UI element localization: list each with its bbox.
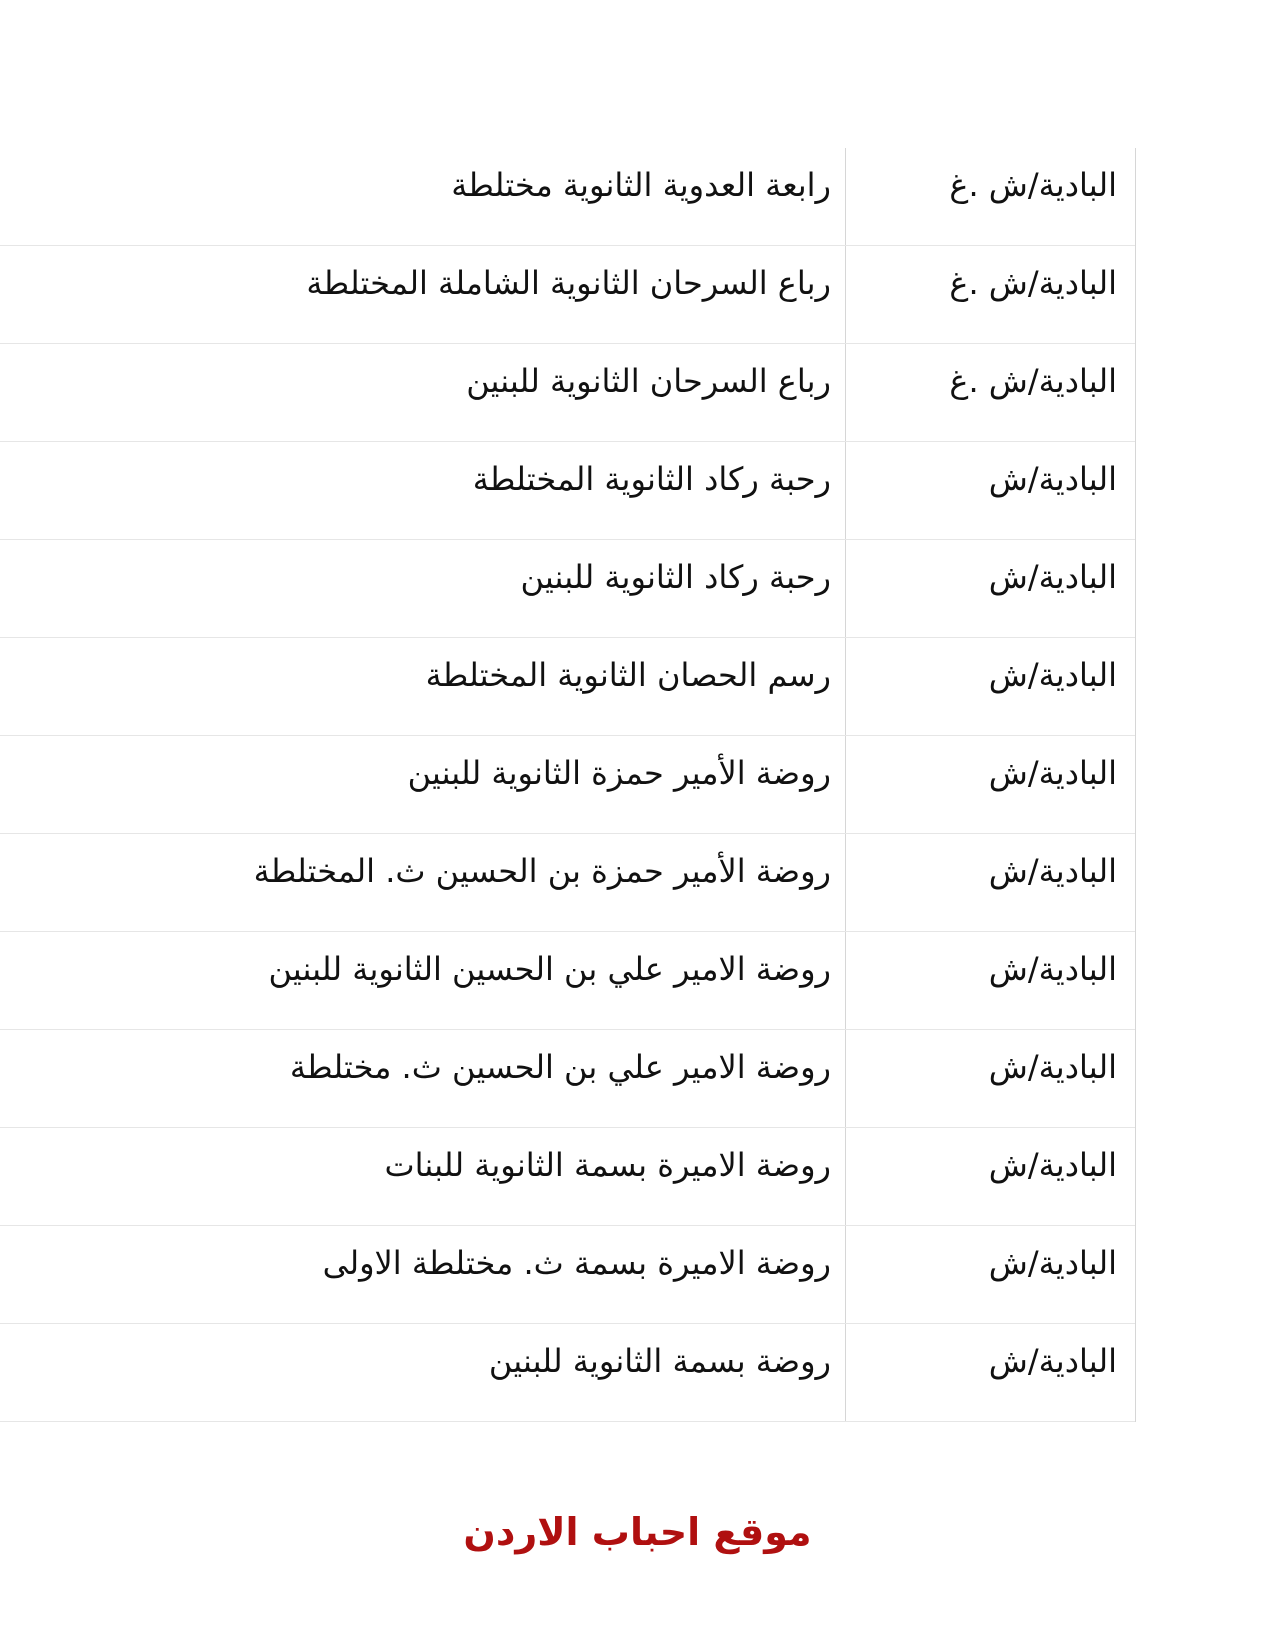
site-footer-title: موقع احباب الاردن (463, 1510, 812, 1554)
table-row (0, 1324, 1135, 1422)
region-cell: البادية/ش (845, 540, 1135, 637)
region-cell: البادية/ش .غ (845, 344, 1135, 441)
table-row (0, 442, 1135, 540)
region-cell: البادية/ش .غ (845, 148, 1135, 245)
school-name-cell: روضة الامير علي بن الحسين ث. مختلطة (289, 1048, 831, 1086)
region-cell: البادية/ش (845, 1226, 1135, 1323)
table-row (0, 344, 1135, 442)
region-cell: البادية/ش (845, 1324, 1135, 1421)
school-name-cell: رباع السرحان الثانوية الشاملة المختلطة (306, 264, 831, 302)
school-name-cell: رسم الحصان الثانوية المختلطة (425, 656, 831, 694)
table-row (0, 1128, 1135, 1226)
school-name-cell: رباع السرحان الثانوية للبنين (466, 362, 831, 400)
school-name-cell: روضة الامير علي بن الحسين الثانوية للبنين (268, 950, 831, 988)
table-row (0, 638, 1135, 736)
table-row (0, 834, 1135, 932)
school-name-cell: روضة الاميرة بسمة ث. مختلطة الاولى (322, 1244, 831, 1282)
school-name-cell: روضة الأمير حمزة بن الحسين ث. المختلطة (253, 852, 831, 890)
region-cell: البادية/ش (845, 932, 1135, 1029)
region-cell: البادية/ش .غ (845, 246, 1135, 343)
schools-table (0, 148, 1136, 1422)
school-name-cell: رحبة ركاد الثانوية للبنين (520, 558, 831, 596)
region-cell: البادية/ش (845, 834, 1135, 931)
school-name-cell: روضة بسمة الثانوية للبنين (488, 1342, 831, 1380)
table-row (0, 1030, 1135, 1128)
table-row (0, 148, 1135, 246)
school-name-cell: رحبة ركاد الثانوية المختلطة (472, 460, 831, 498)
table-row (0, 932, 1135, 1030)
school-name-cell: روضة الاميرة بسمة الثانوية للبنات (384, 1146, 831, 1184)
region-cell: البادية/ش (845, 638, 1135, 735)
school-name-cell: رابعة العدوية الثانوية مختلطة (451, 166, 831, 204)
region-cell: البادية/ش (845, 736, 1135, 833)
table-row (0, 246, 1135, 344)
region-cell: البادية/ش (845, 442, 1135, 539)
table-row (0, 1226, 1135, 1324)
school-name-cell: روضة الأمير حمزة الثانوية للبنين (407, 754, 831, 792)
region-cell: البادية/ش (845, 1128, 1135, 1225)
region-cell: البادية/ش (845, 1030, 1135, 1127)
table-row (0, 540, 1135, 638)
table-row (0, 736, 1135, 834)
